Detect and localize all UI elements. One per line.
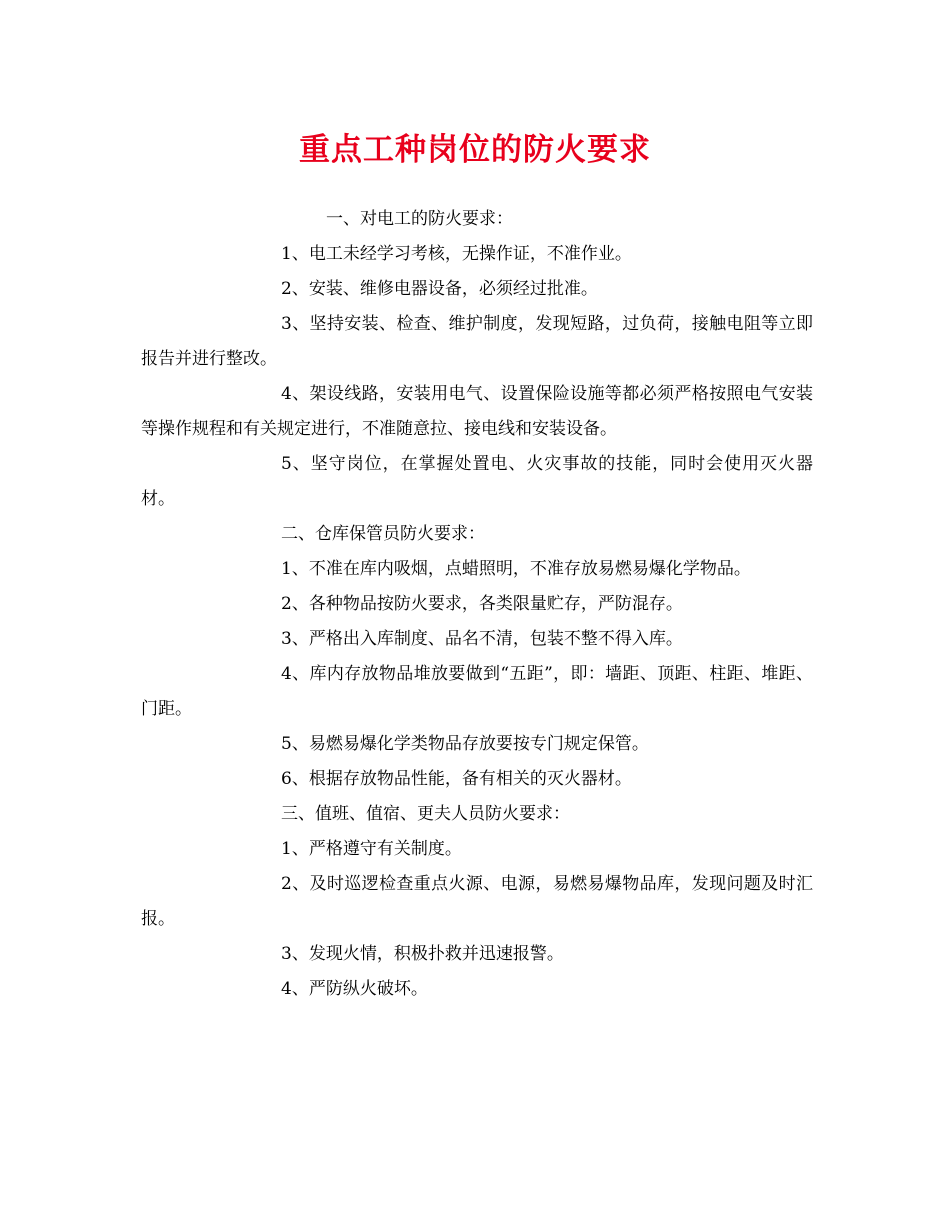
section-heading-electrician: 一、对电工的防火要求： bbox=[326, 209, 513, 229]
list-item: 5、坚守岗位，在掌握处置电、火灾事故的技能，同时会使用灭火器材。 bbox=[141, 454, 813, 509]
list-item: 4、严防纵火破坏。 bbox=[281, 979, 428, 999]
list-item: 2、安装、维修电器设备，必须经过批准。 bbox=[281, 279, 598, 299]
section-heading-warehouse: 二、仓库保管员防火要求： bbox=[281, 524, 485, 544]
list-item: 1、严格遵守有关制度。 bbox=[281, 839, 462, 859]
list-item: 2、各种物品按防火要求，各类限量贮存，严防混存。 bbox=[281, 594, 683, 614]
list-item: 4、库内存放物品堆放要做到“五距”，即：墙距、顶距、柱距、堆距、门距。 bbox=[141, 664, 813, 719]
list-item: 2、及时巡逻检查重点火源、电源，易燃易爆物品库，发现问题及时汇报。 bbox=[141, 874, 813, 929]
list-item: 6、根据存放物品性能，备有相关的灭火器材。 bbox=[281, 769, 632, 789]
list-item: 5、易燃易爆化学类物品存放要按专门规定保管。 bbox=[281, 734, 649, 754]
list-item: 1、不准在库内吸烟，点蜡照明，不准存放易燃易爆化学物品。 bbox=[281, 559, 751, 579]
list-item: 1、电工未经学习考核，无操作证，不准作业。 bbox=[281, 244, 632, 264]
document-title: 重点工种岗位的防火要求 bbox=[299, 132, 651, 168]
section-heading-night-watch: 三、值班、值宿、更夫人员防火要求： bbox=[281, 804, 570, 824]
list-item: 3、坚持安装、检查、维护制度，发现短路，过负荷，接触电阻等立即报告并进行整改。 bbox=[141, 314, 813, 369]
list-item: 4、架设线路，安装用电气、设置保险设施等都必须严格按照电气安装等操作规程和有关规定进行，不准随意拉、接电线和安装设备。 bbox=[141, 384, 813, 439]
list-item: 3、发现火情，积极扑救并迅速报警。 bbox=[281, 944, 564, 964]
document-body bbox=[141, 202, 813, 1007]
list-item: 3、严格出入库制度、品名不清，包装不整不得入库。 bbox=[281, 629, 683, 649]
